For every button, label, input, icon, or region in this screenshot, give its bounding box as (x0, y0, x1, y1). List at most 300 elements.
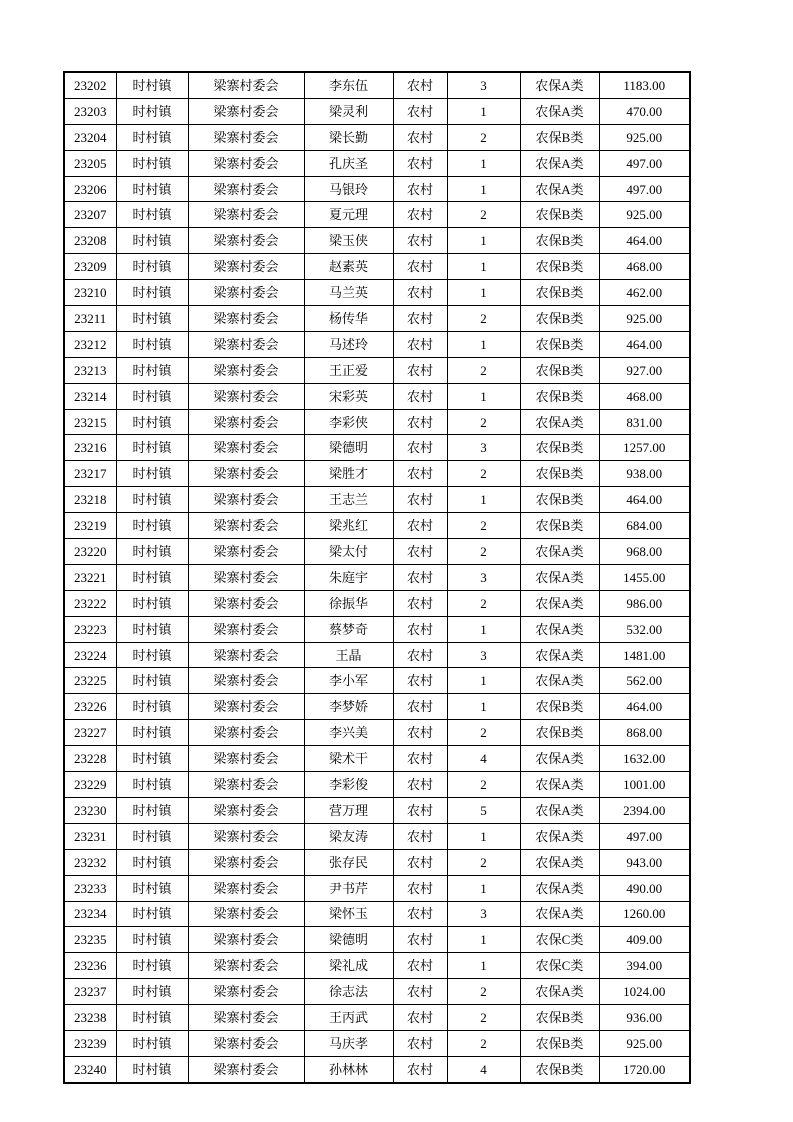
cell-insurance-category: 农保C类 (520, 953, 599, 979)
cell-person-name: 马庆孝 (304, 1030, 393, 1056)
cell-residence-type: 农村 (393, 98, 447, 124)
cell-village-committee: 梁寨村委会 (188, 694, 304, 720)
cell-residence-type: 农村 (393, 642, 447, 668)
cell-person-count: 1 (447, 280, 520, 306)
cell-town: 时村镇 (116, 539, 188, 565)
cell-residence-type: 农村 (393, 435, 447, 461)
cell-residence-type: 农村 (393, 953, 447, 979)
cell-record-id: 23228 (64, 746, 116, 772)
table-row (64, 564, 690, 590)
cell-person-count: 1 (447, 875, 520, 901)
cell-amount: 1632.00 (599, 746, 690, 772)
cell-record-id: 23224 (64, 642, 116, 668)
cell-village-committee: 梁寨村委会 (188, 254, 304, 280)
cell-person-count: 1 (447, 254, 520, 280)
cell-town: 时村镇 (116, 953, 188, 979)
cell-record-id: 23216 (64, 435, 116, 461)
cell-amount: 925.00 (599, 306, 690, 332)
cell-record-id: 23237 (64, 979, 116, 1005)
cell-town: 时村镇 (116, 772, 188, 798)
cell-person-name: 朱庭宇 (304, 564, 393, 590)
cell-residence-type: 农村 (393, 979, 447, 1005)
cell-person-name: 李彩侠 (304, 409, 393, 435)
cell-person-name: 王志兰 (304, 487, 393, 513)
cell-record-id: 23231 (64, 823, 116, 849)
table-row (64, 875, 690, 901)
cell-record-id: 23235 (64, 927, 116, 953)
cell-town: 时村镇 (116, 875, 188, 901)
cell-town: 时村镇 (116, 1056, 188, 1082)
cell-residence-type: 农村 (393, 254, 447, 280)
cell-residence-type: 农村 (393, 280, 447, 306)
cell-insurance-category: 农保B类 (520, 694, 599, 720)
cell-insurance-category: 农保B类 (520, 202, 599, 228)
cell-record-id: 23221 (64, 564, 116, 590)
cell-person-name: 杨传华 (304, 306, 393, 332)
cell-person-count: 3 (447, 642, 520, 668)
cell-person-name: 梁友涛 (304, 823, 393, 849)
cell-village-committee: 梁寨村委会 (188, 642, 304, 668)
cell-town: 时村镇 (116, 306, 188, 332)
cell-insurance-category: 农保A类 (520, 409, 599, 435)
table-row (64, 513, 690, 539)
cell-insurance-category: 农保A类 (520, 616, 599, 642)
cell-person-count: 1 (447, 823, 520, 849)
cell-town: 时村镇 (116, 927, 188, 953)
table-row (64, 772, 690, 798)
cell-person-name: 梁长勤 (304, 124, 393, 150)
cell-insurance-category: 农保B类 (520, 1030, 599, 1056)
cell-town: 时村镇 (116, 228, 188, 254)
cell-residence-type: 农村 (393, 306, 447, 332)
cell-person-name: 梁德明 (304, 435, 393, 461)
cell-amount: 927.00 (599, 357, 690, 383)
cell-person-name: 梁兆红 (304, 513, 393, 539)
cell-town: 时村镇 (116, 979, 188, 1005)
cell-record-id: 23202 (64, 72, 116, 98)
cell-person-count: 3 (447, 72, 520, 98)
cell-person-name: 李兴美 (304, 720, 393, 746)
cell-person-name: 王丙武 (304, 1005, 393, 1031)
cell-insurance-category: 农保B类 (520, 124, 599, 150)
table-body (64, 72, 690, 1083)
cell-insurance-category: 农保C类 (520, 927, 599, 953)
cell-residence-type: 农村 (393, 357, 447, 383)
table-row (64, 254, 690, 280)
cell-insurance-category: 农保B类 (520, 720, 599, 746)
cell-residence-type: 农村 (393, 616, 447, 642)
table-row (64, 823, 690, 849)
table-row (64, 202, 690, 228)
cell-amount: 464.00 (599, 487, 690, 513)
cell-town: 时村镇 (116, 202, 188, 228)
cell-record-id: 23234 (64, 901, 116, 927)
cell-amount: 1481.00 (599, 642, 690, 668)
cell-town: 时村镇 (116, 254, 188, 280)
cell-person-count: 5 (447, 797, 520, 823)
cell-record-id: 23209 (64, 254, 116, 280)
cell-record-id: 23212 (64, 331, 116, 357)
cell-amount: 1024.00 (599, 979, 690, 1005)
cell-insurance-category: 农保A类 (520, 901, 599, 927)
cell-town: 时村镇 (116, 694, 188, 720)
cell-record-id: 23230 (64, 797, 116, 823)
cell-village-committee: 梁寨村委会 (188, 409, 304, 435)
cell-village-committee: 梁寨村委会 (188, 1005, 304, 1031)
table-row (64, 461, 690, 487)
cell-person-name: 梁礼成 (304, 953, 393, 979)
cell-amount: 394.00 (599, 953, 690, 979)
cell-village-committee: 梁寨村委会 (188, 797, 304, 823)
cell-village-committee: 梁寨村委会 (188, 331, 304, 357)
cell-person-count: 1 (447, 953, 520, 979)
cell-person-count: 1 (447, 331, 520, 357)
cell-record-id: 23218 (64, 487, 116, 513)
table-row (64, 849, 690, 875)
table-row (64, 228, 690, 254)
cell-town: 时村镇 (116, 797, 188, 823)
cell-person-count: 3 (447, 435, 520, 461)
cell-amount: 464.00 (599, 228, 690, 254)
cell-record-id: 23222 (64, 590, 116, 616)
cell-village-committee: 梁寨村委会 (188, 823, 304, 849)
cell-town: 时村镇 (116, 72, 188, 98)
cell-person-name: 营万理 (304, 797, 393, 823)
cell-amount: 532.00 (599, 616, 690, 642)
cell-amount: 462.00 (599, 280, 690, 306)
cell-village-committee: 梁寨村委会 (188, 280, 304, 306)
cell-town: 时村镇 (116, 176, 188, 202)
cell-amount: 868.00 (599, 720, 690, 746)
cell-village-committee: 梁寨村委会 (188, 590, 304, 616)
table-row (64, 176, 690, 202)
table-row (64, 1030, 690, 1056)
cell-residence-type: 农村 (393, 1005, 447, 1031)
cell-town: 时村镇 (116, 1005, 188, 1031)
cell-residence-type: 农村 (393, 124, 447, 150)
cell-town: 时村镇 (116, 564, 188, 590)
cell-residence-type: 农村 (393, 383, 447, 409)
cell-residence-type: 农村 (393, 176, 447, 202)
cell-amount: 1257.00 (599, 435, 690, 461)
cell-record-id: 23207 (64, 202, 116, 228)
cell-village-committee: 梁寨村委会 (188, 228, 304, 254)
cell-town: 时村镇 (116, 513, 188, 539)
cell-record-id: 23233 (64, 875, 116, 901)
table-row (64, 383, 690, 409)
cell-record-id: 23240 (64, 1056, 116, 1082)
cell-village-committee: 梁寨村委会 (188, 616, 304, 642)
table-row (64, 1005, 690, 1031)
cell-amount: 968.00 (599, 539, 690, 565)
cell-person-count: 2 (447, 1030, 520, 1056)
cell-amount: 925.00 (599, 124, 690, 150)
cell-person-name: 孔庆圣 (304, 150, 393, 176)
cell-residence-type: 农村 (393, 772, 447, 798)
cell-village-committee: 梁寨村委会 (188, 98, 304, 124)
cell-insurance-category: 农保A类 (520, 746, 599, 772)
cell-insurance-category: 农保B类 (520, 461, 599, 487)
cell-town: 时村镇 (116, 487, 188, 513)
cell-amount: 1001.00 (599, 772, 690, 798)
cell-town: 时村镇 (116, 746, 188, 772)
cell-person-name: 梁太付 (304, 539, 393, 565)
cell-residence-type: 农村 (393, 513, 447, 539)
cell-insurance-category: 农保B类 (520, 280, 599, 306)
table-row (64, 98, 690, 124)
cell-amount: 409.00 (599, 927, 690, 953)
table-row (64, 668, 690, 694)
cell-insurance-category: 农保B类 (520, 228, 599, 254)
cell-town: 时村镇 (116, 901, 188, 927)
cell-person-count: 1 (447, 668, 520, 694)
cell-record-id: 23203 (64, 98, 116, 124)
cell-record-id: 23211 (64, 306, 116, 332)
cell-person-count: 1 (447, 487, 520, 513)
cell-residence-type: 农村 (393, 694, 447, 720)
cell-record-id: 23215 (64, 409, 116, 435)
cell-person-name: 徐振华 (304, 590, 393, 616)
table-row (64, 746, 690, 772)
cell-person-name: 马兰英 (304, 280, 393, 306)
cell-person-name: 张存民 (304, 849, 393, 875)
cell-amount: 497.00 (599, 150, 690, 176)
cell-amount: 1720.00 (599, 1056, 690, 1082)
table-row (64, 694, 690, 720)
cell-amount: 1260.00 (599, 901, 690, 927)
cell-person-count: 2 (447, 979, 520, 1005)
cell-person-name: 梁德明 (304, 927, 393, 953)
cell-amount: 943.00 (599, 849, 690, 875)
table-row (64, 927, 690, 953)
cell-insurance-category: 农保A类 (520, 72, 599, 98)
cell-insurance-category: 农保B类 (520, 254, 599, 280)
cell-person-count: 4 (447, 1056, 520, 1082)
cell-person-count: 2 (447, 306, 520, 332)
cell-person-name: 夏元理 (304, 202, 393, 228)
cell-town: 时村镇 (116, 720, 188, 746)
cell-person-count: 2 (447, 202, 520, 228)
cell-village-committee: 梁寨村委会 (188, 306, 304, 332)
cell-insurance-category: 农保B类 (520, 357, 599, 383)
table-row (64, 979, 690, 1005)
cell-town: 时村镇 (116, 124, 188, 150)
cell-residence-type: 农村 (393, 668, 447, 694)
cell-town: 时村镇 (116, 98, 188, 124)
cell-amount: 562.00 (599, 668, 690, 694)
cell-amount: 925.00 (599, 1030, 690, 1056)
cell-record-id: 23220 (64, 539, 116, 565)
cell-insurance-category: 农保B类 (520, 331, 599, 357)
cell-person-count: 2 (447, 1005, 520, 1031)
cell-residence-type: 农村 (393, 823, 447, 849)
cell-village-committee: 梁寨村委会 (188, 927, 304, 953)
cell-record-id: 23219 (64, 513, 116, 539)
cell-person-name: 梁术干 (304, 746, 393, 772)
cell-village-committee: 梁寨村委会 (188, 357, 304, 383)
cell-insurance-category: 农保A类 (520, 176, 599, 202)
cell-residence-type: 农村 (393, 487, 447, 513)
cell-insurance-category: 农保A类 (520, 823, 599, 849)
cell-town: 时村镇 (116, 409, 188, 435)
cell-residence-type: 农村 (393, 927, 447, 953)
cell-village-committee: 梁寨村委会 (188, 668, 304, 694)
cell-person-name: 李小军 (304, 668, 393, 694)
cell-village-committee: 梁寨村委会 (188, 461, 304, 487)
cell-record-id: 23217 (64, 461, 116, 487)
cell-insurance-category: 农保A类 (520, 797, 599, 823)
cell-amount: 938.00 (599, 461, 690, 487)
cell-town: 时村镇 (116, 150, 188, 176)
cell-village-committee: 梁寨村委会 (188, 202, 304, 228)
table-row (64, 616, 690, 642)
cell-residence-type: 农村 (393, 539, 447, 565)
cell-insurance-category: 农保B类 (520, 435, 599, 461)
cell-town: 时村镇 (116, 642, 188, 668)
table-row (64, 357, 690, 383)
cell-person-count: 4 (447, 746, 520, 772)
cell-insurance-category: 农保B类 (520, 383, 599, 409)
cell-record-id: 23229 (64, 772, 116, 798)
cell-person-count: 1 (447, 927, 520, 953)
cell-village-committee: 梁寨村委会 (188, 746, 304, 772)
cell-person-count: 2 (447, 720, 520, 746)
cell-village-committee: 梁寨村委会 (188, 875, 304, 901)
cell-residence-type: 农村 (393, 72, 447, 98)
cell-person-count: 1 (447, 383, 520, 409)
cell-town: 时村镇 (116, 331, 188, 357)
cell-town: 时村镇 (116, 280, 188, 306)
cell-village-committee: 梁寨村委会 (188, 487, 304, 513)
cell-town: 时村镇 (116, 616, 188, 642)
table-row (64, 901, 690, 927)
cell-person-name: 赵素英 (304, 254, 393, 280)
cell-amount: 497.00 (599, 176, 690, 202)
table-row (64, 150, 690, 176)
cell-insurance-category: 农保A类 (520, 539, 599, 565)
cell-amount: 1183.00 (599, 72, 690, 98)
cell-residence-type: 农村 (393, 720, 447, 746)
table-row (64, 124, 690, 150)
cell-village-committee: 梁寨村委会 (188, 564, 304, 590)
cell-amount: 1455.00 (599, 564, 690, 590)
cell-insurance-category: 农保B类 (520, 1056, 599, 1082)
cell-town: 时村镇 (116, 461, 188, 487)
cell-village-committee: 梁寨村委会 (188, 383, 304, 409)
cell-insurance-category: 农保A类 (520, 772, 599, 798)
cell-town: 时村镇 (116, 668, 188, 694)
table-row (64, 280, 690, 306)
cell-record-id: 23214 (64, 383, 116, 409)
cell-person-name: 宋彩英 (304, 383, 393, 409)
cell-insurance-category: 农保A类 (520, 668, 599, 694)
cell-town: 时村镇 (116, 823, 188, 849)
cell-insurance-category: 农保A类 (520, 98, 599, 124)
cell-record-id: 23223 (64, 616, 116, 642)
table-row (64, 797, 690, 823)
cell-record-id: 23204 (64, 124, 116, 150)
cell-person-count: 2 (447, 849, 520, 875)
cell-amount: 925.00 (599, 202, 690, 228)
cell-village-committee: 梁寨村委会 (188, 979, 304, 1005)
cell-village-committee: 梁寨村委会 (188, 720, 304, 746)
cell-amount: 936.00 (599, 1005, 690, 1031)
cell-town: 时村镇 (116, 849, 188, 875)
cell-person-name: 李梦娇 (304, 694, 393, 720)
cell-village-committee: 梁寨村委会 (188, 150, 304, 176)
cell-insurance-category: 农保B类 (520, 487, 599, 513)
cell-person-name: 蔡梦奇 (304, 616, 393, 642)
cell-person-name: 马银玲 (304, 176, 393, 202)
cell-record-id: 23206 (64, 176, 116, 202)
cell-town: 时村镇 (116, 1030, 188, 1056)
cell-village-committee: 梁寨村委会 (188, 435, 304, 461)
table-row (64, 590, 690, 616)
cell-person-name: 梁玉侠 (304, 228, 393, 254)
cell-person-count: 2 (447, 461, 520, 487)
cell-person-name: 梁胜才 (304, 461, 393, 487)
table-row (64, 435, 690, 461)
cell-village-committee: 梁寨村委会 (188, 72, 304, 98)
cell-amount: 464.00 (599, 694, 690, 720)
cell-town: 时村镇 (116, 590, 188, 616)
cell-amount: 684.00 (599, 513, 690, 539)
cell-person-count: 3 (447, 564, 520, 590)
cell-record-id: 23208 (64, 228, 116, 254)
cell-residence-type: 农村 (393, 1030, 447, 1056)
cell-village-committee: 梁寨村委会 (188, 1030, 304, 1056)
cell-insurance-category: 农保A类 (520, 150, 599, 176)
cell-residence-type: 农村 (393, 150, 447, 176)
cell-residence-type: 农村 (393, 564, 447, 590)
cell-amount: 468.00 (599, 254, 690, 280)
cell-person-count: 1 (447, 694, 520, 720)
cell-record-id: 23239 (64, 1030, 116, 1056)
cell-amount: 2394.00 (599, 797, 690, 823)
cell-residence-type: 农村 (393, 409, 447, 435)
cell-person-count: 2 (447, 539, 520, 565)
cell-amount: 986.00 (599, 590, 690, 616)
table-row (64, 953, 690, 979)
cell-insurance-category: 农保B类 (520, 513, 599, 539)
cell-record-id: 23227 (64, 720, 116, 746)
cell-residence-type: 农村 (393, 797, 447, 823)
cell-town: 时村镇 (116, 383, 188, 409)
cell-amount: 464.00 (599, 331, 690, 357)
cell-residence-type: 农村 (393, 331, 447, 357)
cell-village-committee: 梁寨村委会 (188, 901, 304, 927)
table-row (64, 539, 690, 565)
cell-amount: 470.00 (599, 98, 690, 124)
cell-record-id: 23205 (64, 150, 116, 176)
cell-person-count: 2 (447, 590, 520, 616)
cell-insurance-category: 农保A类 (520, 564, 599, 590)
cell-person-name: 尹书芹 (304, 875, 393, 901)
cell-person-name: 梁灵利 (304, 98, 393, 124)
cell-village-committee: 梁寨村委会 (188, 539, 304, 565)
cell-insurance-category: 农保A类 (520, 642, 599, 668)
table-row (64, 1056, 690, 1082)
cell-insurance-category: 农保A类 (520, 849, 599, 875)
cell-amount: 490.00 (599, 875, 690, 901)
cell-village-committee: 梁寨村委会 (188, 176, 304, 202)
cell-person-name: 李东伍 (304, 72, 393, 98)
cell-person-count: 3 (447, 901, 520, 927)
cell-person-count: 1 (447, 228, 520, 254)
cell-person-count: 1 (447, 98, 520, 124)
table-row (64, 306, 690, 332)
cell-person-count: 2 (447, 513, 520, 539)
